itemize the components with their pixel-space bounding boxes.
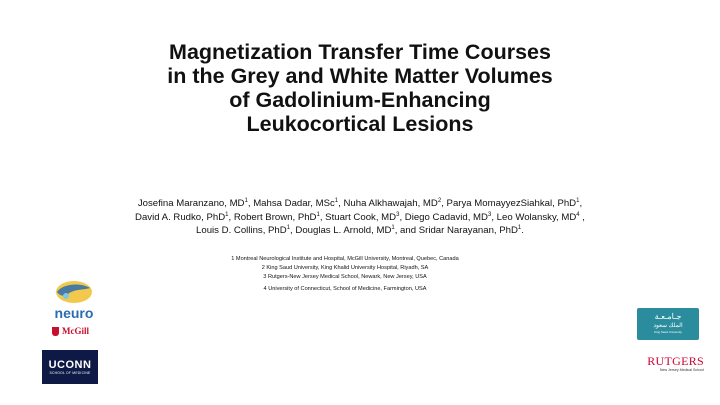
author-name: Robert Brown, PhD [233,211,317,223]
author-affiliation-marker: 1 [576,197,580,204]
author-separator: , [491,211,497,223]
author-separator: , [319,211,326,223]
mcgill-crest-icon [52,327,59,336]
author-affiliation-marker: 2 [437,197,442,204]
author-name: Mahsa Dadar, MSc [253,198,335,209]
title-line: Leukocortical Lesions [246,112,474,136]
mcgill-wordmark: McGill [62,326,89,336]
title-line: of Gadolinium-Enhancing [229,88,491,112]
author-affiliation-marker: 3 [396,211,400,218]
rutgers-subtitle: New Jersey Medical School [659,368,704,372]
rutgers-wordmark: RUTGERS [647,354,704,368]
uconn-wordmark: UCONN [48,359,92,371]
author-list [130,197,590,238]
author-affiliation-marker: 1 [286,224,291,231]
author-name: David A. Rudko, PhD [135,211,226,223]
neuro-wordmark: neuro [54,305,94,321]
affiliation: 4 University of Connecticut, School of Medicine, Farmington, USA [263,286,427,292]
author-separator: , [338,198,344,209]
author-name: Parya MomayyezSiahkal, PhD [446,198,577,209]
author-separator: , [247,198,254,209]
uconn-subtitle: SCHOOL OF MEDICINE [49,371,91,375]
author-name: Josefina Maranzano, MD [137,198,245,209]
author-separator: , [579,211,585,223]
affiliation: 3 Rutgers-New Jersey Medical School, Newark, New Jersey, USA [263,274,427,280]
author-name: Diego Cadavid, MD [404,211,488,223]
author-separator: . [521,225,524,236]
ksu-arabic-text: جـامـعـة [654,312,682,321]
ksu-english-text: King Saud University [654,330,682,334]
author-separator: , [579,198,583,209]
slide-title [100,40,620,136]
author-affiliation-marker: 1 [517,224,522,231]
rutgers-logo [632,355,704,373]
author-name: Nuha Alkhawajah, MD [343,198,438,209]
author-separator: , [290,225,296,236]
author-affiliation-marker: 1 [391,224,395,231]
author-name: Douglas L. Arnold, MD [295,225,392,236]
title-line: Magnetization Transfer Time Courses [169,40,551,64]
affiliation: 2 King Saud University, King Khalid University Hospital, Riyadh, SA [261,265,429,271]
affiliation: 1 Montreal Neurological Institute and Hospital, McGill University, Montreal, Quebec, Canada [231,256,459,262]
author-separator: , [399,211,405,223]
king-saud-university-logo [637,308,699,340]
author-affiliation-marker: 1 [334,197,339,204]
author-separator: , and [394,225,419,236]
title-line: in the Grey and White Matter Volumes [167,64,553,88]
author-name: Sridar Narayanan, PhD [418,225,518,236]
author-separator: , [441,198,447,209]
neuro-logo [44,278,104,322]
author-affiliation-marker: 4 [576,211,580,218]
author-affiliation-marker: 1 [316,211,320,218]
author-name: Leo Wolansky, MD [496,211,577,223]
author-affiliation-marker: 1 [244,197,248,204]
uconn-logo [42,350,98,384]
author-affiliation-marker: 3 [487,211,492,218]
mcgill-logo [52,325,102,337]
author-affiliation-marker: 1 [225,211,229,218]
author-separator: , [228,211,234,223]
ksu-arabic-text-2: الملك سعود [653,323,683,329]
affiliation-list [175,255,515,294]
author-name: Stuart Cook, MD [325,211,397,223]
author-name: Louis D. Collins, PhD [196,225,287,236]
